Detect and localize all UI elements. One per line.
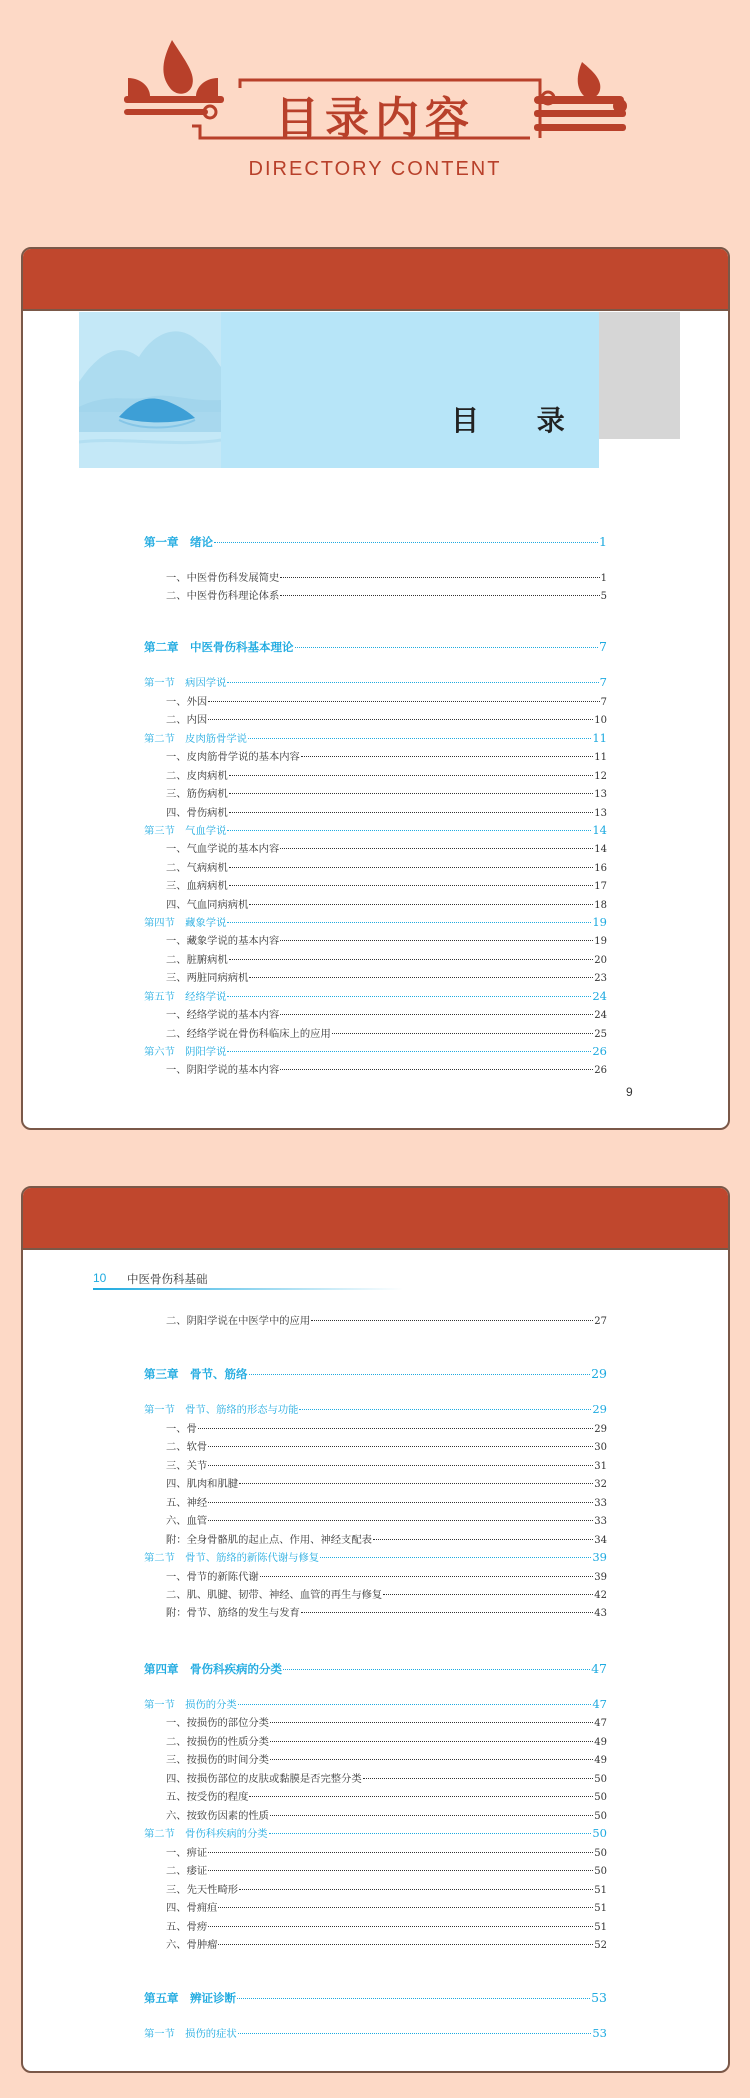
- toc-dot-leader: [218, 1907, 593, 1908]
- toc-item-entry[interactable]: [166, 1438, 607, 1453]
- toc-entry-label: 第三章 骨节、筋络: [144, 1367, 248, 1381]
- toc-item-entry[interactable]: [166, 1312, 607, 1327]
- toc-item-entry[interactable]: [166, 785, 607, 800]
- toc-dot-leader: [208, 1870, 593, 1871]
- toc-entry-label: 第二章 中医骨伤科基本理论: [144, 640, 294, 654]
- toc-entry-page: 1: [600, 573, 607, 584]
- toc-dot-leader: [208, 1446, 593, 1447]
- toc-dot-leader: [249, 904, 593, 905]
- toc-entry-label: 六、血管: [166, 1515, 208, 1527]
- toc-page-card-2: [21, 1186, 730, 2073]
- toc-section-entry[interactable]: [144, 730, 607, 745]
- toc-entry-page: 50: [594, 1848, 607, 1859]
- toc-entry-page: 23: [594, 973, 607, 984]
- toc-dot-leader: [249, 1796, 593, 1797]
- toc-entry-page: 49: [594, 1755, 607, 1766]
- toc-dot-leader: [280, 577, 599, 578]
- toc-entry-label: 五、按受伤的程度: [166, 1791, 249, 1803]
- toc-entry-page: 14: [592, 823, 607, 837]
- toc-entry-page: 47: [592, 1697, 607, 1711]
- toc-item-entry[interactable]: [166, 1025, 607, 1040]
- toc-item-entry[interactable]: [166, 1788, 607, 1803]
- toc-section-entry[interactable]: [144, 2025, 607, 2040]
- toc-entry-label: 三、两脏同病病机: [166, 972, 249, 984]
- toc-entry-page: 53: [592, 2026, 607, 2040]
- toc-entry-label: 二、脏腑病机: [166, 954, 228, 966]
- toc-entry-label: 二、按损伤的性质分类: [166, 1736, 269, 1748]
- toc-entry-label: 二、皮肉病机: [166, 770, 228, 782]
- toc-item-entry[interactable]: [166, 748, 607, 763]
- toc-page-card-1: [21, 247, 730, 1130]
- toc-section-entry[interactable]: [144, 1549, 607, 1564]
- toc-item-entry[interactable]: [166, 1844, 607, 1859]
- toc-dot-leader: [248, 738, 591, 739]
- toc-dot-leader: [363, 1778, 594, 1779]
- toc-entry-page: 10: [594, 715, 607, 726]
- toc-entry-page: 11: [594, 752, 607, 763]
- toc-entry-page: 43: [594, 1608, 607, 1619]
- toc-entry-page: 42: [594, 1590, 607, 1601]
- toc-entry-label: 一、中医骨伤科发展简史: [166, 572, 280, 584]
- header-title-cn: 目录内容: [275, 93, 475, 144]
- toc-dot-leader: [238, 1704, 592, 1705]
- toc-entry-page: 17: [594, 881, 607, 892]
- toc-entry-page: 39: [594, 1572, 607, 1583]
- toc-dot-leader: [283, 1669, 590, 1670]
- toc-entry-page: 26: [592, 1044, 607, 1058]
- toc-item-entry[interactable]: [166, 767, 607, 782]
- toc-entry-page: 12: [594, 771, 607, 782]
- toc-dot-leader: [280, 1014, 593, 1015]
- toc-entry-label: 第二节 骨伤科疾病的分类: [144, 1828, 268, 1840]
- running-header-rule: [93, 1288, 403, 1290]
- toc-entry-page: 39: [592, 1550, 607, 1564]
- toc-entry-page: 50: [594, 1866, 607, 1877]
- toc-entry-label: 二、软骨: [166, 1441, 208, 1453]
- toc-entry-page: 31: [594, 1461, 607, 1472]
- toc-entry-page: 18: [594, 900, 607, 911]
- toc-item-entry[interactable]: [166, 1881, 607, 1896]
- toc-dot-leader: [270, 1759, 593, 1760]
- toc-entry-label: 第一节 病因学说: [144, 677, 227, 689]
- toc-entry-label: 六、骨肿瘤: [166, 1939, 218, 1951]
- toc-entry-label: 二、气病病机: [166, 862, 228, 874]
- toc-entry-label: 一、骨节的新陈代谢: [166, 1571, 259, 1583]
- toc-entry-page: 34: [594, 1535, 607, 1546]
- toc-item-entry[interactable]: [166, 877, 607, 892]
- toc-item-entry[interactable]: [166, 1568, 607, 1583]
- toc-entry-page: 29: [591, 1366, 607, 1381]
- toc-item-entry[interactable]: [166, 1512, 607, 1527]
- toc-item-entry[interactable]: [166, 804, 607, 819]
- toc-dot-leader: [280, 848, 593, 849]
- toc-dot-leader: [249, 1374, 591, 1375]
- toc-item-entry[interactable]: [166, 1918, 607, 1933]
- toc-item-entry[interactable]: [166, 1420, 607, 1435]
- toc-entry-label: 一、按损伤的部位分类: [166, 1717, 269, 1729]
- toc-item-entry[interactable]: [166, 859, 607, 874]
- toc-item-entry[interactable]: [166, 1061, 607, 1076]
- toc-entry-page: 27: [594, 1316, 607, 1327]
- toc-chapter-entry[interactable]: [144, 1366, 607, 1382]
- toc-entry-label: 第一节 骨节、筋络的形态与功能: [144, 1404, 299, 1416]
- toc-entry-label: 一、痹证: [166, 1847, 208, 1859]
- toc-entry-label: 第一节 损伤的症状: [144, 2028, 237, 2040]
- toc-dot-leader: [208, 1926, 593, 1927]
- toc-section-entry[interactable]: [144, 822, 607, 837]
- mountain-landscape-icon: [79, 312, 221, 468]
- toc-entry-label: 五、骨痨: [166, 1921, 208, 1933]
- toc-item-entry[interactable]: [166, 693, 607, 708]
- toc-entry-page: 19: [594, 936, 607, 947]
- toc-chapter-entry[interactable]: [144, 639, 607, 655]
- toc-dot-leader: [249, 977, 593, 978]
- toc-item-entry[interactable]: [166, 1006, 607, 1021]
- toc-dot-leader: [229, 885, 593, 886]
- toc-entry-label: 六、按致伤因素的性质: [166, 1810, 269, 1822]
- header-title-en: DIRECTORY CONTENT: [248, 158, 502, 180]
- toc-entry-label: 一、阴阳学说的基本内容: [166, 1064, 280, 1076]
- toc-entry-label: 四、骨伤病机: [166, 807, 228, 819]
- running-book-title: 中医骨伤科基础: [127, 1274, 208, 1286]
- toc-entry-page: 16: [594, 863, 607, 874]
- toc-item-entry[interactable]: [166, 1770, 607, 1785]
- toc-entry-label: 第五章 辨证诊断: [144, 1991, 236, 2005]
- toc-dot-leader: [311, 1320, 593, 1321]
- toc-dot-leader: [229, 775, 593, 776]
- toc-banner-title: 目 录: [451, 404, 589, 437]
- toc-item-entry[interactable]: [166, 1457, 607, 1472]
- toc-dot-leader: [320, 1557, 591, 1558]
- toc-entry-page: 50: [594, 1792, 607, 1803]
- toc-item-entry[interactable]: [166, 711, 607, 726]
- toc-dot-leader: [269, 1833, 592, 1834]
- toc-entry-label: 四、骨痈疽: [166, 1902, 218, 1914]
- toc-item-entry[interactable]: [166, 1862, 607, 1877]
- toc-entry-page: 50: [594, 1811, 607, 1822]
- page-number: 9: [626, 1085, 633, 1099]
- page-header: [0, 0, 750, 210]
- toc-item-entry[interactable]: [166, 1733, 607, 1748]
- toc-entry-page: 51: [594, 1885, 607, 1896]
- toc-entry-page: 49: [594, 1737, 607, 1748]
- card-top-bar: [23, 1188, 728, 1250]
- toc-dot-leader: [270, 1722, 593, 1723]
- toc-dot-leader: [208, 1852, 593, 1853]
- toc-dot-leader: [280, 1069, 593, 1070]
- toc-entry-label: 第六节 阴阳学说: [144, 1046, 227, 1058]
- toc-entry-label: 三、筋伤病机: [166, 788, 228, 800]
- toc-section-entry[interactable]: [144, 914, 607, 929]
- toc-entry-page: 29: [594, 1424, 607, 1435]
- toc-entry-page: 50: [594, 1774, 607, 1785]
- toc-dot-leader: [208, 719, 593, 720]
- toc-entry-page: 32: [594, 1479, 607, 1490]
- toc-dot-leader: [301, 1612, 593, 1613]
- card-top-bar: [23, 249, 728, 311]
- toc-item-entry[interactable]: [166, 932, 607, 947]
- toc-dot-leader: [270, 1741, 593, 1742]
- toc-dot-leader: [301, 756, 593, 757]
- toc-section-entry[interactable]: [144, 674, 607, 689]
- toc-entry-page: 1: [599, 534, 607, 549]
- toc-entry-label: 一、骨: [166, 1423, 197, 1435]
- toc-entry-label: 三、按损伤的时间分类: [166, 1754, 269, 1766]
- toc-entry-label: 第一节 损伤的分类: [144, 1699, 237, 1711]
- toc-entry-label: 二、肌、肌腱、韧带、神经、血管的再生与修复: [166, 1589, 383, 1601]
- toc-entry-label: 三、先天性畸形: [166, 1884, 239, 1896]
- banner-grey-block: [599, 312, 680, 439]
- toc-dot-leader: [383, 1594, 593, 1595]
- toc-dot-leader: [299, 1409, 591, 1410]
- toc-entry-label: 二、阴阳学说在中医学中的应用: [166, 1315, 311, 1327]
- toc-dot-leader: [227, 830, 591, 831]
- toc-entry-label: 一、藏象学说的基本内容: [166, 935, 280, 947]
- toc-entry-label: 第一章 绪论: [144, 535, 213, 549]
- toc-dot-leader: [227, 682, 598, 683]
- toc-dot-leader: [280, 940, 593, 941]
- toc-entry-page: 5: [600, 591, 607, 602]
- toc-entry-label: 第四节 藏象学说: [144, 917, 227, 929]
- toc-entry-page: 11: [592, 731, 607, 745]
- toc-entry-label: 附：骨节、筋络的发生与发育: [166, 1607, 300, 1619]
- toc-entry-label: 四、气血同病病机: [166, 899, 249, 911]
- toc-dot-leader: [280, 595, 599, 596]
- toc-entry-page: 7: [600, 697, 607, 708]
- toc-dot-leader: [238, 2033, 592, 2034]
- toc-entry-page: 26: [594, 1065, 607, 1076]
- toc-entry-page: 29: [592, 1402, 607, 1416]
- toc-dot-leader: [208, 1520, 593, 1521]
- running-header: [93, 1271, 423, 1293]
- toc-entry-label: 二、中医骨伤科理论体系: [166, 590, 280, 602]
- toc-dot-leader: [218, 1944, 593, 1945]
- toc-item-entry[interactable]: [166, 1494, 607, 1509]
- toc-dot-leader: [332, 1033, 594, 1034]
- toc-dot-leader: [260, 1576, 594, 1577]
- toc-entry-page: 13: [594, 808, 607, 819]
- toc-entry-page: 30: [594, 1442, 607, 1453]
- toc-dot-leader: [208, 701, 599, 702]
- toc-section-entry[interactable]: [144, 1825, 607, 1840]
- toc-entry-page: 50: [592, 1826, 607, 1840]
- toc-dot-leader: [229, 793, 593, 794]
- toc-section-entry[interactable]: [144, 988, 607, 1003]
- toc-item-entry[interactable]: [166, 1475, 607, 1490]
- toc-entry-label: 四、按损伤部位的皮肤或黏膜是否完整分类: [166, 1773, 362, 1785]
- toc-entry-label: 五、神经: [166, 1497, 208, 1509]
- toc-entry-page: 19: [592, 915, 607, 929]
- toc-entry-label: 第二节 骨节、筋络的新陈代谢与修复: [144, 1552, 320, 1564]
- toc-item-entry[interactable]: [166, 1899, 607, 1914]
- toc-entry-page: 24: [594, 1010, 607, 1021]
- toc-section-entry[interactable]: [144, 1696, 607, 1711]
- toc-entry-label: 附：全身骨骼肌的起止点、作用、神经支配表: [166, 1534, 372, 1546]
- running-page-number: 10: [93, 1271, 107, 1285]
- toc-dot-leader: [208, 1465, 593, 1466]
- toc-entry-page: 47: [591, 1661, 607, 1676]
- toc-dot-leader: [208, 1502, 593, 1503]
- toc-item-entry[interactable]: [166, 1751, 607, 1766]
- toc-dot-leader: [229, 812, 593, 813]
- toc-entry-page: 33: [594, 1498, 607, 1509]
- toc-dot-leader: [227, 1051, 591, 1052]
- toc-entry-label: 第五节 经络学说: [144, 991, 227, 1003]
- toc-item-entry[interactable]: [166, 569, 607, 584]
- toc-item-entry[interactable]: [166, 587, 607, 602]
- toc-entry-label: 二、痿证: [166, 1865, 208, 1877]
- toc-dot-leader: [229, 959, 593, 960]
- toc-entry-page: 7: [599, 675, 607, 689]
- toc-entry-page: 47: [594, 1718, 607, 1729]
- toc-entry-page: 14: [594, 844, 607, 855]
- toc-dot-leader: [239, 1483, 593, 1484]
- toc-item-entry[interactable]: [166, 1807, 607, 1822]
- toc-dot-leader: [214, 542, 598, 543]
- toc-item-entry[interactable]: [166, 969, 607, 984]
- toc-dot-leader: [295, 647, 599, 648]
- toc-item-entry[interactable]: [166, 1604, 607, 1619]
- toc-dot-leader: [227, 996, 591, 997]
- toc-item-entry[interactable]: [166, 896, 607, 911]
- toc-entry-page: 25: [594, 1029, 607, 1040]
- toc-entry-label: 一、气血学说的基本内容: [166, 843, 280, 855]
- toc-entry-page: 33: [594, 1516, 607, 1527]
- toc-dot-leader: [239, 1889, 593, 1890]
- toc-chapter-entry[interactable]: [144, 1990, 607, 2006]
- toc-entry-label: 二、经络学说在骨伤科临床上的应用: [166, 1028, 331, 1040]
- toc-entry-page: 52: [594, 1940, 607, 1951]
- toc-entry-label: 二、内因: [166, 714, 208, 726]
- toc-section-entry[interactable]: [144, 1401, 607, 1416]
- toc-entry-label: 四、肌肉和肌腱: [166, 1478, 239, 1490]
- toc-dot-leader: [373, 1539, 593, 1540]
- toc-item-entry[interactable]: [166, 840, 607, 855]
- toc-entry-label: 一、外因: [166, 696, 208, 708]
- toc-entry-label: 第四章 骨伤科疾病的分类: [144, 1662, 282, 1676]
- toc-item-entry[interactable]: [166, 951, 607, 966]
- toc-entry-label: 一、皮肉筋骨学说的基本内容: [166, 751, 300, 763]
- toc-item-entry[interactable]: [166, 1531, 607, 1546]
- toc-entry-label: 第三节 气血学说: [144, 825, 227, 837]
- toc-dot-leader: [237, 1998, 590, 1999]
- toc-entry-label: 三、血病病机: [166, 880, 228, 892]
- toc-entry-page: 51: [594, 1903, 607, 1914]
- toc-chapter-entry[interactable]: [144, 1661, 607, 1677]
- toc-entry-page: 20: [594, 955, 607, 966]
- toc-entry-page: 51: [594, 1922, 607, 1933]
- toc-entry-page: 53: [591, 1990, 607, 2005]
- toc-entry-page: 13: [594, 789, 607, 800]
- toc-item-entry[interactable]: [166, 1586, 607, 1601]
- toc-entry-page: 7: [599, 639, 607, 654]
- toc-item-entry[interactable]: [166, 1714, 607, 1729]
- toc-section-entry[interactable]: [144, 1043, 607, 1058]
- toc-dot-leader: [227, 922, 591, 923]
- toc-dot-leader: [270, 1815, 593, 1816]
- toc-dot-leader: [229, 867, 593, 868]
- toc-dot-leader: [198, 1428, 593, 1429]
- toc-item-entry[interactable]: [166, 1936, 607, 1951]
- toc-entry-label: 一、经络学说的基本内容: [166, 1009, 280, 1021]
- toc-entry-label: 三、关节: [166, 1460, 208, 1472]
- toc-entry-page: 24: [592, 989, 607, 1003]
- toc-entry-label: 第二节 皮肉筋骨学说: [144, 733, 247, 745]
- toc-chapter-entry[interactable]: [144, 534, 607, 550]
